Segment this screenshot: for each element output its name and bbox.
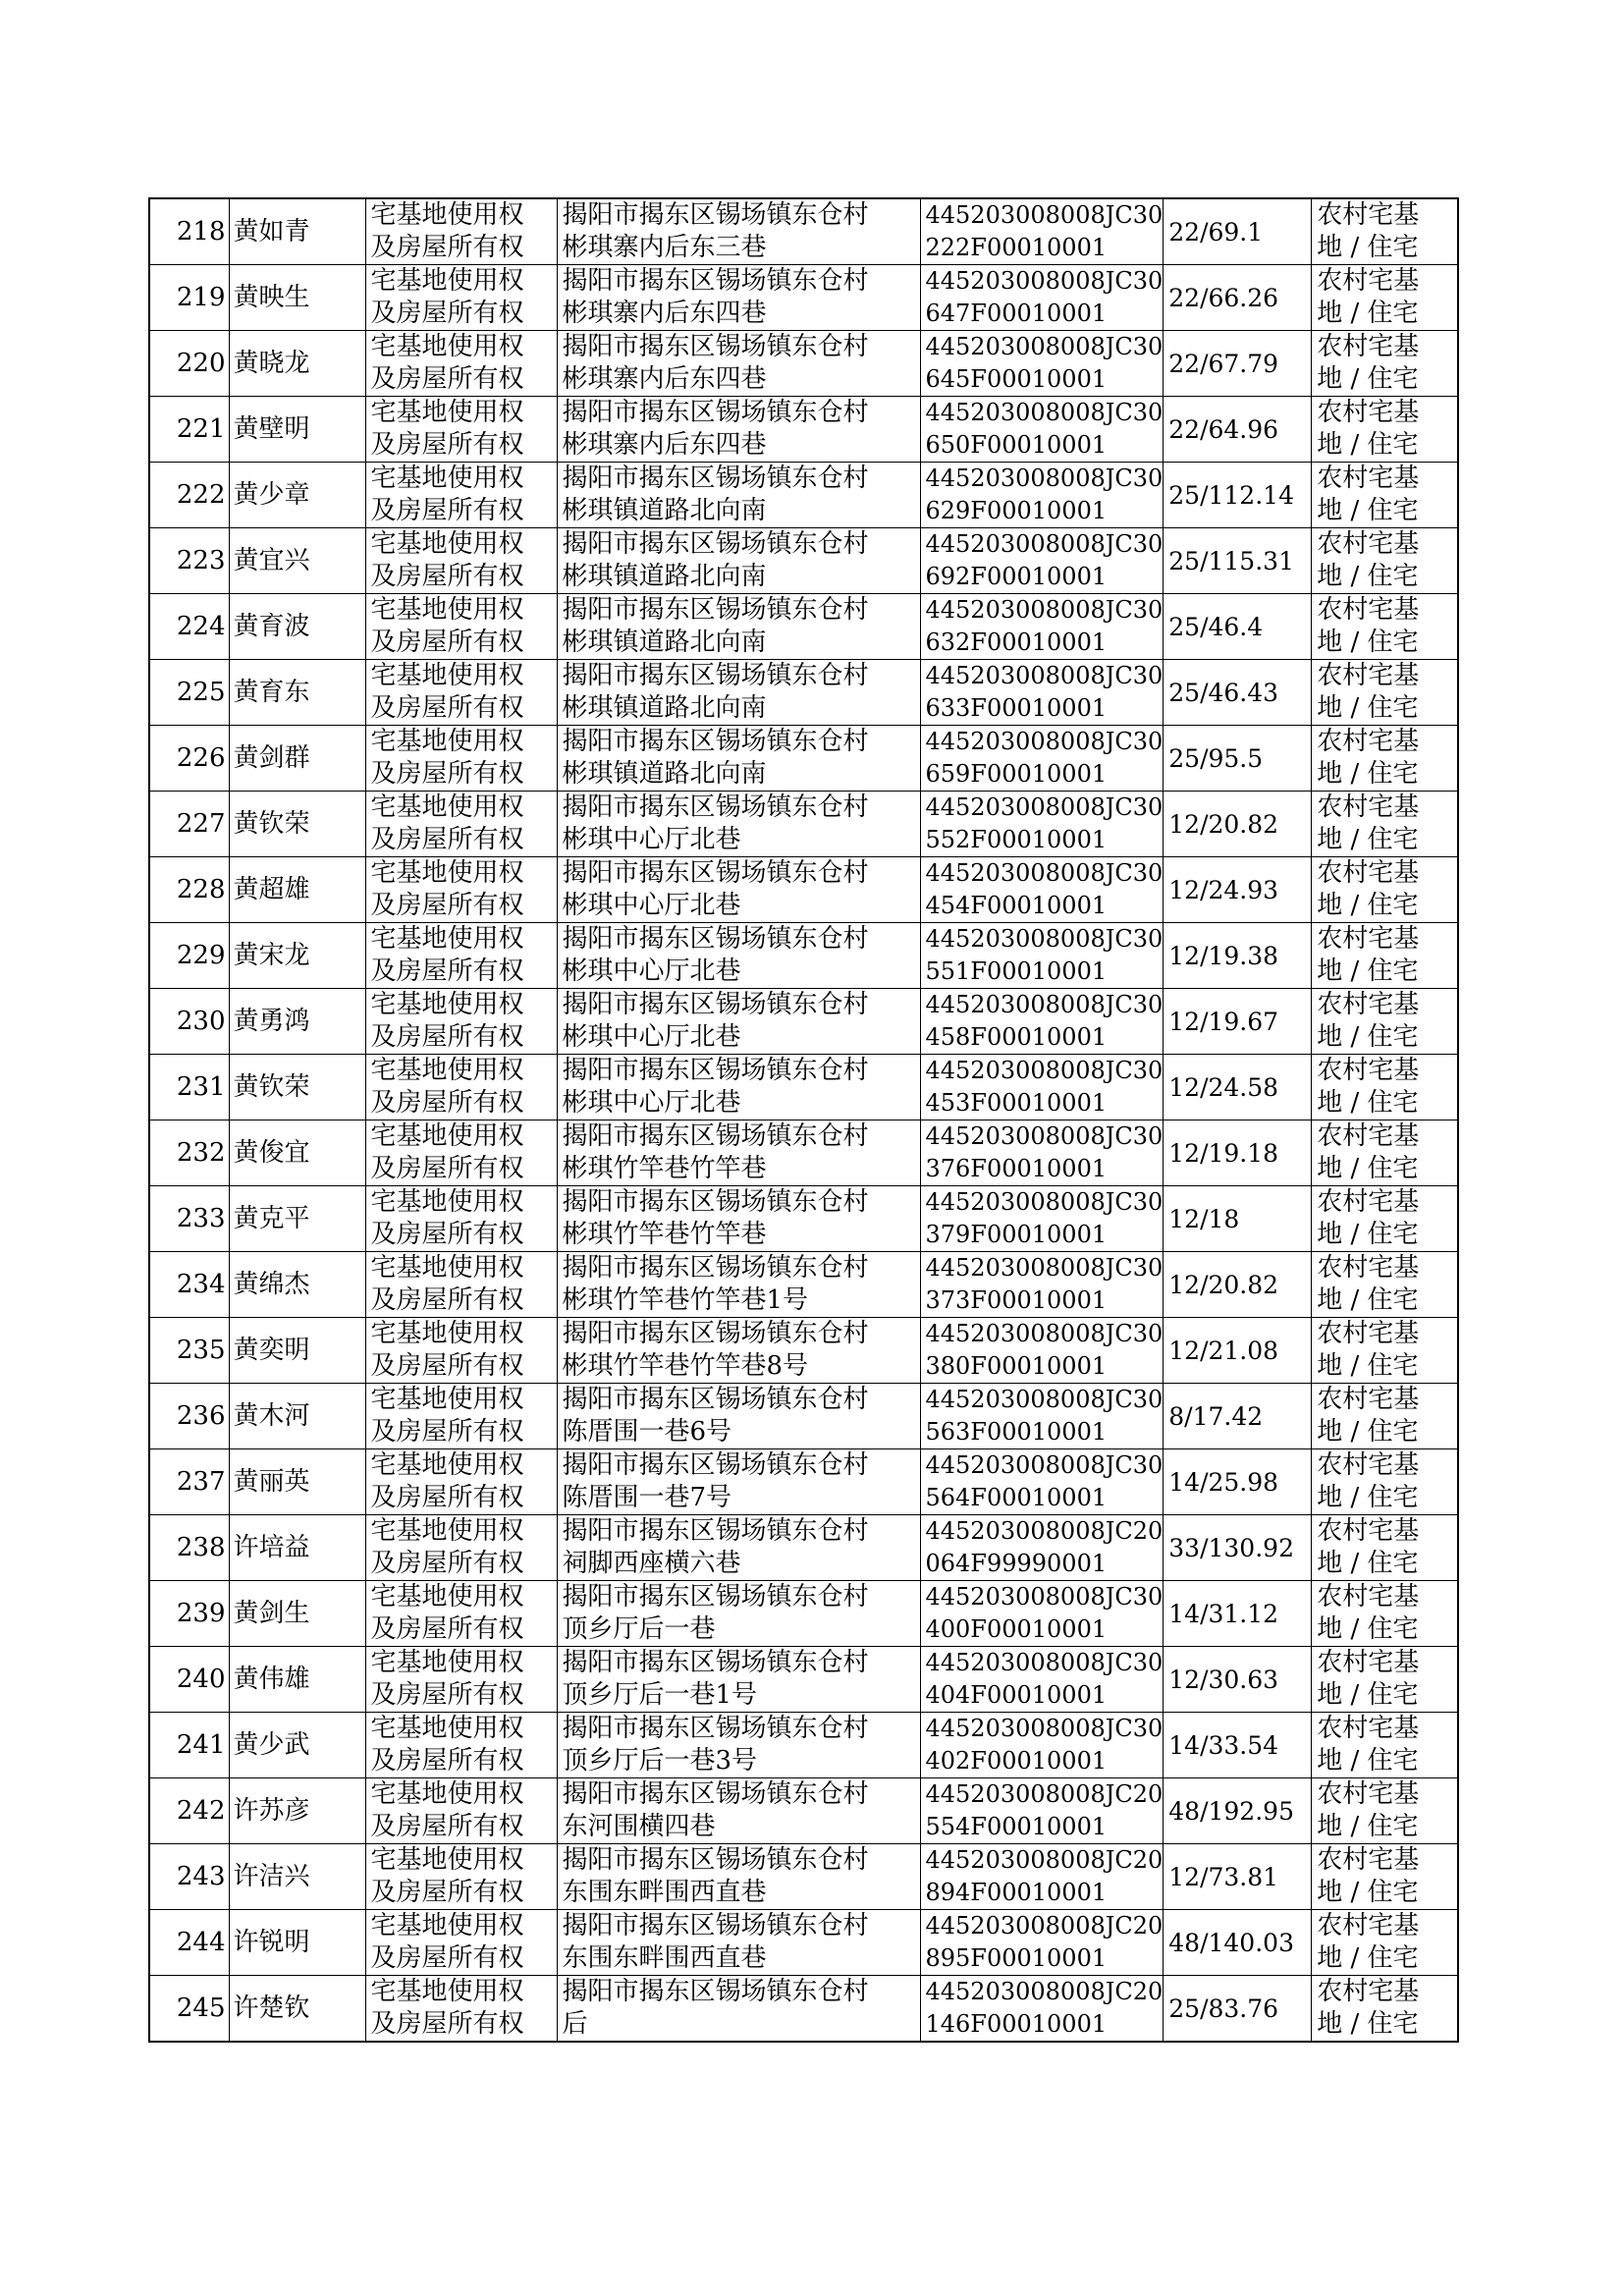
parcel-code: 445203008008JC30 458F00010001 [920,989,1164,1055]
right-type: 宅基地使用权 及房屋所有权 [365,726,557,792]
area-value: 12/19.18 [1164,1120,1312,1186]
area-value: 25/46.4 [1164,594,1312,660]
holder-name: 许锐明 [229,1910,365,1976]
property-address: 揭阳市揭东区锡场镇东仓村 顶乡厅后一巷3号 [557,1713,920,1778]
right-type: 宅基地使用权 及房屋所有权 [365,1055,557,1120]
table-row [149,989,1458,1055]
parcel-code: 445203008008JC30 453F00010001 [920,1055,1164,1120]
right-type: 宅基地使用权 及房屋所有权 [365,1713,557,1778]
property-address: 揭阳市揭东区锡场镇东仓村 彬琪中心厅北巷 [557,857,920,923]
land-use: 农村宅基 地 / 住宅 [1312,857,1458,923]
parcel-code: 445203008008JC30 647F00010001 [920,265,1164,331]
table-row [149,923,1458,989]
table-row [149,528,1458,594]
land-use: 农村宅基 地 / 住宅 [1312,1186,1458,1252]
property-address: 揭阳市揭东区锡场镇东仓村 彬琪镇道路北向南 [557,528,920,594]
land-use: 农村宅基 地 / 住宅 [1312,463,1458,528]
parcel-code: 445203008008JC30 563F00010001 [920,1384,1164,1449]
right-type: 宅基地使用权 及房屋所有权 [365,1515,557,1581]
row-number: 222 [149,463,229,528]
holder-name: 黄少章 [229,463,365,528]
parcel-code: 445203008008JC30 404F00010001 [920,1647,1164,1713]
land-use: 农村宅基 地 / 住宅 [1312,792,1458,857]
land-use: 农村宅基 地 / 住宅 [1312,1120,1458,1186]
parcel-code: 445203008008JC30 222F00010001 [920,198,1164,265]
area-value: 33/130.92 [1164,1515,1312,1581]
table-row [149,1713,1458,1778]
property-address: 揭阳市揭东区锡场镇东仓村 彬琪竹竿巷竹竿巷8号 [557,1318,920,1384]
right-type: 宅基地使用权 及房屋所有权 [365,1647,557,1713]
row-number: 238 [149,1515,229,1581]
land-use: 农村宅基 地 / 住宅 [1312,1515,1458,1581]
parcel-code: 445203008008JC20 064F99990001 [920,1515,1164,1581]
property-address: 揭阳市揭东区锡场镇东仓村 彬琪中心厅北巷 [557,989,920,1055]
holder-name: 黄绵杰 [229,1252,365,1318]
land-use: 农村宅基 地 / 住宅 [1312,1318,1458,1384]
area-value: 22/64.96 [1164,397,1312,463]
right-type: 宅基地使用权 及房屋所有权 [365,528,557,594]
right-type: 宅基地使用权 及房屋所有权 [365,989,557,1055]
land-use: 农村宅基 地 / 住宅 [1312,726,1458,792]
holder-name: 许洁兴 [229,1844,365,1910]
parcel-code: 445203008008JC30 659F00010001 [920,726,1164,792]
property-address: 揭阳市揭东区锡场镇东仓村 顶乡厅后一巷1号 [557,1647,920,1713]
parcel-code: 445203008008JC20 146F00010001 [920,1976,1164,2043]
land-use: 农村宅基 地 / 住宅 [1312,1713,1458,1778]
parcel-code: 445203008008JC30 633F00010001 [920,660,1164,726]
row-number: 230 [149,989,229,1055]
row-number: 234 [149,1252,229,1318]
parcel-code: 445203008008JC30 650F00010001 [920,397,1164,463]
row-number: 235 [149,1318,229,1384]
row-number: 221 [149,397,229,463]
right-type: 宅基地使用权 及房屋所有权 [365,660,557,726]
area-value: 12/18 [1164,1186,1312,1252]
land-use: 农村宅基 地 / 住宅 [1312,1844,1458,1910]
row-number: 233 [149,1186,229,1252]
right-type: 宅基地使用权 及房屋所有权 [365,1449,557,1515]
holder-name: 黄勇鸿 [229,989,365,1055]
parcel-code: 445203008008JC30 692F00010001 [920,528,1164,594]
table-row [149,726,1458,792]
parcel-code: 445203008008JC30 402F00010001 [920,1713,1164,1778]
land-use: 农村宅基 地 / 住宅 [1312,1449,1458,1515]
right-type: 宅基地使用权 及房屋所有权 [365,1186,557,1252]
holder-name: 黄剑生 [229,1581,365,1647]
land-use: 农村宅基 地 / 住宅 [1312,1778,1458,1844]
area-value: 48/140.03 [1164,1910,1312,1976]
row-number: 227 [149,792,229,857]
property-address: 揭阳市揭东区锡场镇东仓村 彬琪寨内后东四巷 [557,397,920,463]
right-type: 宅基地使用权 及房屋所有权 [365,198,557,265]
right-type: 宅基地使用权 及房屋所有权 [365,397,557,463]
table-row [149,1120,1458,1186]
holder-name: 黄奕明 [229,1318,365,1384]
land-use: 农村宅基 地 / 住宅 [1312,1384,1458,1449]
land-use: 农村宅基 地 / 住宅 [1312,1976,1458,2043]
land-use: 农村宅基 地 / 住宅 [1312,1252,1458,1318]
holder-name: 许苏彦 [229,1778,365,1844]
table-row [149,1252,1458,1318]
row-number: 223 [149,528,229,594]
table-row [149,463,1458,528]
right-type: 宅基地使用权 及房屋所有权 [365,1581,557,1647]
parcel-code: 445203008008JC30 380F00010001 [920,1318,1164,1384]
land-use: 农村宅基 地 / 住宅 [1312,397,1458,463]
holder-name: 黄伟雄 [229,1647,365,1713]
land-use: 农村宅基 地 / 住宅 [1312,198,1458,265]
parcel-code: 445203008008JC20 895F00010001 [920,1910,1164,1976]
right-type: 宅基地使用权 及房屋所有权 [365,331,557,397]
row-number: 220 [149,331,229,397]
holder-name: 黄俊宜 [229,1120,365,1186]
holder-name: 许培益 [229,1515,365,1581]
holder-name: 黄如青 [229,198,365,265]
land-use: 农村宅基 地 / 住宅 [1312,923,1458,989]
right-type: 宅基地使用权 及房屋所有权 [365,463,557,528]
area-value: 12/24.58 [1164,1055,1312,1120]
area-value: 22/69.1 [1164,198,1312,265]
holder-name: 黄钦荣 [229,1055,365,1120]
area-value: 25/112.14 [1164,463,1312,528]
parcel-code: 445203008008JC30 400F00010001 [920,1581,1164,1647]
area-value: 12/20.82 [1164,792,1312,857]
parcel-code: 445203008008JC30 376F00010001 [920,1120,1164,1186]
area-value: 25/95.5 [1164,726,1312,792]
land-use: 农村宅基 地 / 住宅 [1312,1055,1458,1120]
row-number: 242 [149,1778,229,1844]
table-row [149,1384,1458,1449]
area-value: 48/192.95 [1164,1778,1312,1844]
table-row [149,1910,1458,1976]
area-value: 12/24.93 [1164,857,1312,923]
parcel-code: 445203008008JC20 554F00010001 [920,1778,1164,1844]
area-value: 8/17.42 [1164,1384,1312,1449]
area-value: 25/46.43 [1164,660,1312,726]
parcel-code: 445203008008JC30 552F00010001 [920,792,1164,857]
table-row [149,265,1458,331]
area-value: 12/73.81 [1164,1844,1312,1910]
land-use: 农村宅基 地 / 住宅 [1312,528,1458,594]
area-value: 14/31.12 [1164,1581,1312,1647]
row-number: 240 [149,1647,229,1713]
land-use: 农村宅基 地 / 住宅 [1312,1647,1458,1713]
table-row [149,1778,1458,1844]
right-type: 宅基地使用权 及房屋所有权 [365,923,557,989]
property-address: 揭阳市揭东区锡场镇东仓村 东围东畔围西直巷 [557,1844,920,1910]
row-number: 236 [149,1384,229,1449]
parcel-code: 445203008008JC30 379F00010001 [920,1186,1164,1252]
holder-name: 黄壁明 [229,397,365,463]
row-number: 219 [149,265,229,331]
table-row [149,1515,1458,1581]
row-number: 228 [149,857,229,923]
property-address: 揭阳市揭东区锡场镇东仓村 后 [557,1976,920,2043]
property-address: 揭阳市揭东区锡场镇东仓村 彬琪镇道路北向南 [557,463,920,528]
land-use: 农村宅基 地 / 住宅 [1312,265,1458,331]
holder-name: 黄剑群 [229,726,365,792]
table-row [149,198,1458,265]
property-address: 揭阳市揭东区锡场镇东仓村 彬琪竹竿巷竹竿巷 [557,1186,920,1252]
right-type: 宅基地使用权 及房屋所有权 [365,1778,557,1844]
property-address: 揭阳市揭东区锡场镇东仓村 彬琪镇道路北向南 [557,660,920,726]
holder-name: 黄少武 [229,1713,365,1778]
table-row [149,1318,1458,1384]
property-address: 揭阳市揭东区锡场镇东仓村 彬琪寨内后东三巷 [557,198,920,265]
row-number: 226 [149,726,229,792]
property-address: 揭阳市揭东区锡场镇东仓村 东河围横四巷 [557,1778,920,1844]
parcel-code: 445203008008JC30 629F00010001 [920,463,1164,528]
parcel-code: 445203008008JC30 551F00010001 [920,923,1164,989]
row-number: 241 [149,1713,229,1778]
right-type: 宅基地使用权 及房屋所有权 [365,857,557,923]
property-address: 揭阳市揭东区锡场镇东仓村 彬琪寨内后东四巷 [557,265,920,331]
row-number: 224 [149,594,229,660]
right-type: 宅基地使用权 及房屋所有权 [365,265,557,331]
right-type: 宅基地使用权 及房屋所有权 [365,1976,557,2043]
row-number: 244 [149,1910,229,1976]
parcel-code: 445203008008JC30 454F00010001 [920,857,1164,923]
table-row [149,1844,1458,1910]
holder-name: 黄宋龙 [229,923,365,989]
property-address: 揭阳市揭东区锡场镇东仓村 陈厝围一巷6号 [557,1384,920,1449]
property-address: 揭阳市揭东区锡场镇东仓村 祠脚西座横六巷 [557,1515,920,1581]
row-number: 237 [149,1449,229,1515]
holder-name: 黄钦荣 [229,792,365,857]
row-number: 232 [149,1120,229,1186]
parcel-code: 445203008008JC20 894F00010001 [920,1844,1164,1910]
area-value: 12/19.38 [1164,923,1312,989]
right-type: 宅基地使用权 及房屋所有权 [365,1910,557,1976]
land-use: 农村宅基 地 / 住宅 [1312,660,1458,726]
property-address: 揭阳市揭东区锡场镇东仓村 彬琪中心厅北巷 [557,1055,920,1120]
area-value: 22/67.79 [1164,331,1312,397]
row-number: 218 [149,198,229,265]
holder-name: 黄木河 [229,1384,365,1449]
holder-name: 黄晓龙 [229,331,365,397]
holder-name: 黄宜兴 [229,528,365,594]
right-type: 宅基地使用权 及房屋所有权 [365,1384,557,1449]
property-address: 揭阳市揭东区锡场镇东仓村 彬琪镇道路北向南 [557,594,920,660]
land-use: 农村宅基 地 / 住宅 [1312,1581,1458,1647]
area-value: 12/21.08 [1164,1318,1312,1384]
property-address: 揭阳市揭东区锡场镇东仓村 彬琪竹竿巷竹竿巷1号 [557,1252,920,1318]
table-row [149,1186,1458,1252]
right-type: 宅基地使用权 及房屋所有权 [365,792,557,857]
table-row [149,397,1458,463]
land-use: 农村宅基 地 / 住宅 [1312,594,1458,660]
right-type: 宅基地使用权 及房屋所有权 [365,594,557,660]
land-use: 农村宅基 地 / 住宅 [1312,331,1458,397]
holder-name: 黄育东 [229,660,365,726]
table-row [149,1055,1458,1120]
table-body [149,198,1458,2042]
property-address: 揭阳市揭东区锡场镇东仓村 陈厝围一巷7号 [557,1449,920,1515]
table-row [149,857,1458,923]
table-row [149,792,1458,857]
area-value: 25/115.31 [1164,528,1312,594]
row-number: 239 [149,1581,229,1647]
parcel-code: 445203008008JC30 632F00010001 [920,594,1164,660]
row-number: 243 [149,1844,229,1910]
area-value: 25/83.76 [1164,1976,1312,2043]
holder-name: 黄克平 [229,1186,365,1252]
holder-name: 许楚钦 [229,1976,365,2043]
table-row [149,331,1458,397]
holder-name: 黄映生 [229,265,365,331]
area-value: 12/19.67 [1164,989,1312,1055]
area-value: 14/25.98 [1164,1449,1312,1515]
holder-name: 黄超雄 [229,857,365,923]
land-use: 农村宅基 地 / 住宅 [1312,1910,1458,1976]
property-address: 揭阳市揭东区锡场镇东仓村 彬琪中心厅北巷 [557,792,920,857]
table-row [149,1581,1458,1647]
table-row [149,1976,1458,2043]
area-value: 12/20.82 [1164,1252,1312,1318]
property-register-table [148,197,1459,2043]
parcel-code: 445203008008JC30 564F00010001 [920,1449,1164,1515]
holder-name: 黄丽英 [229,1449,365,1515]
table-row [149,594,1458,660]
property-address: 揭阳市揭东区锡场镇东仓村 东围东畔围西直巷 [557,1910,920,1976]
right-type: 宅基地使用权 及房屋所有权 [365,1252,557,1318]
parcel-code: 445203008008JC30 373F00010001 [920,1252,1164,1318]
right-type: 宅基地使用权 及房屋所有权 [365,1318,557,1384]
property-address: 揭阳市揭东区锡场镇东仓村 彬琪中心厅北巷 [557,923,920,989]
right-type: 宅基地使用权 及房屋所有权 [365,1844,557,1910]
table-row [149,1449,1458,1515]
land-use: 农村宅基 地 / 住宅 [1312,989,1458,1055]
table-row [149,660,1458,726]
area-value: 12/30.63 [1164,1647,1312,1713]
row-number: 245 [149,1976,229,2043]
parcel-code: 445203008008JC30 645F00010001 [920,331,1164,397]
row-number: 225 [149,660,229,726]
holder-name: 黄育波 [229,594,365,660]
property-address: 揭阳市揭东区锡场镇东仓村 顶乡厅后一巷 [557,1581,920,1647]
row-number: 231 [149,1055,229,1120]
property-address: 揭阳市揭东区锡场镇东仓村 彬琪镇道路北向南 [557,726,920,792]
property-address: 揭阳市揭东区锡场镇东仓村 彬琪寨内后东四巷 [557,331,920,397]
row-number: 229 [149,923,229,989]
table-row [149,1647,1458,1713]
right-type: 宅基地使用权 及房屋所有权 [365,1120,557,1186]
property-address: 揭阳市揭东区锡场镇东仓村 彬琪竹竿巷竹竿巷 [557,1120,920,1186]
area-value: 22/66.26 [1164,265,1312,331]
area-value: 14/33.54 [1164,1713,1312,1778]
